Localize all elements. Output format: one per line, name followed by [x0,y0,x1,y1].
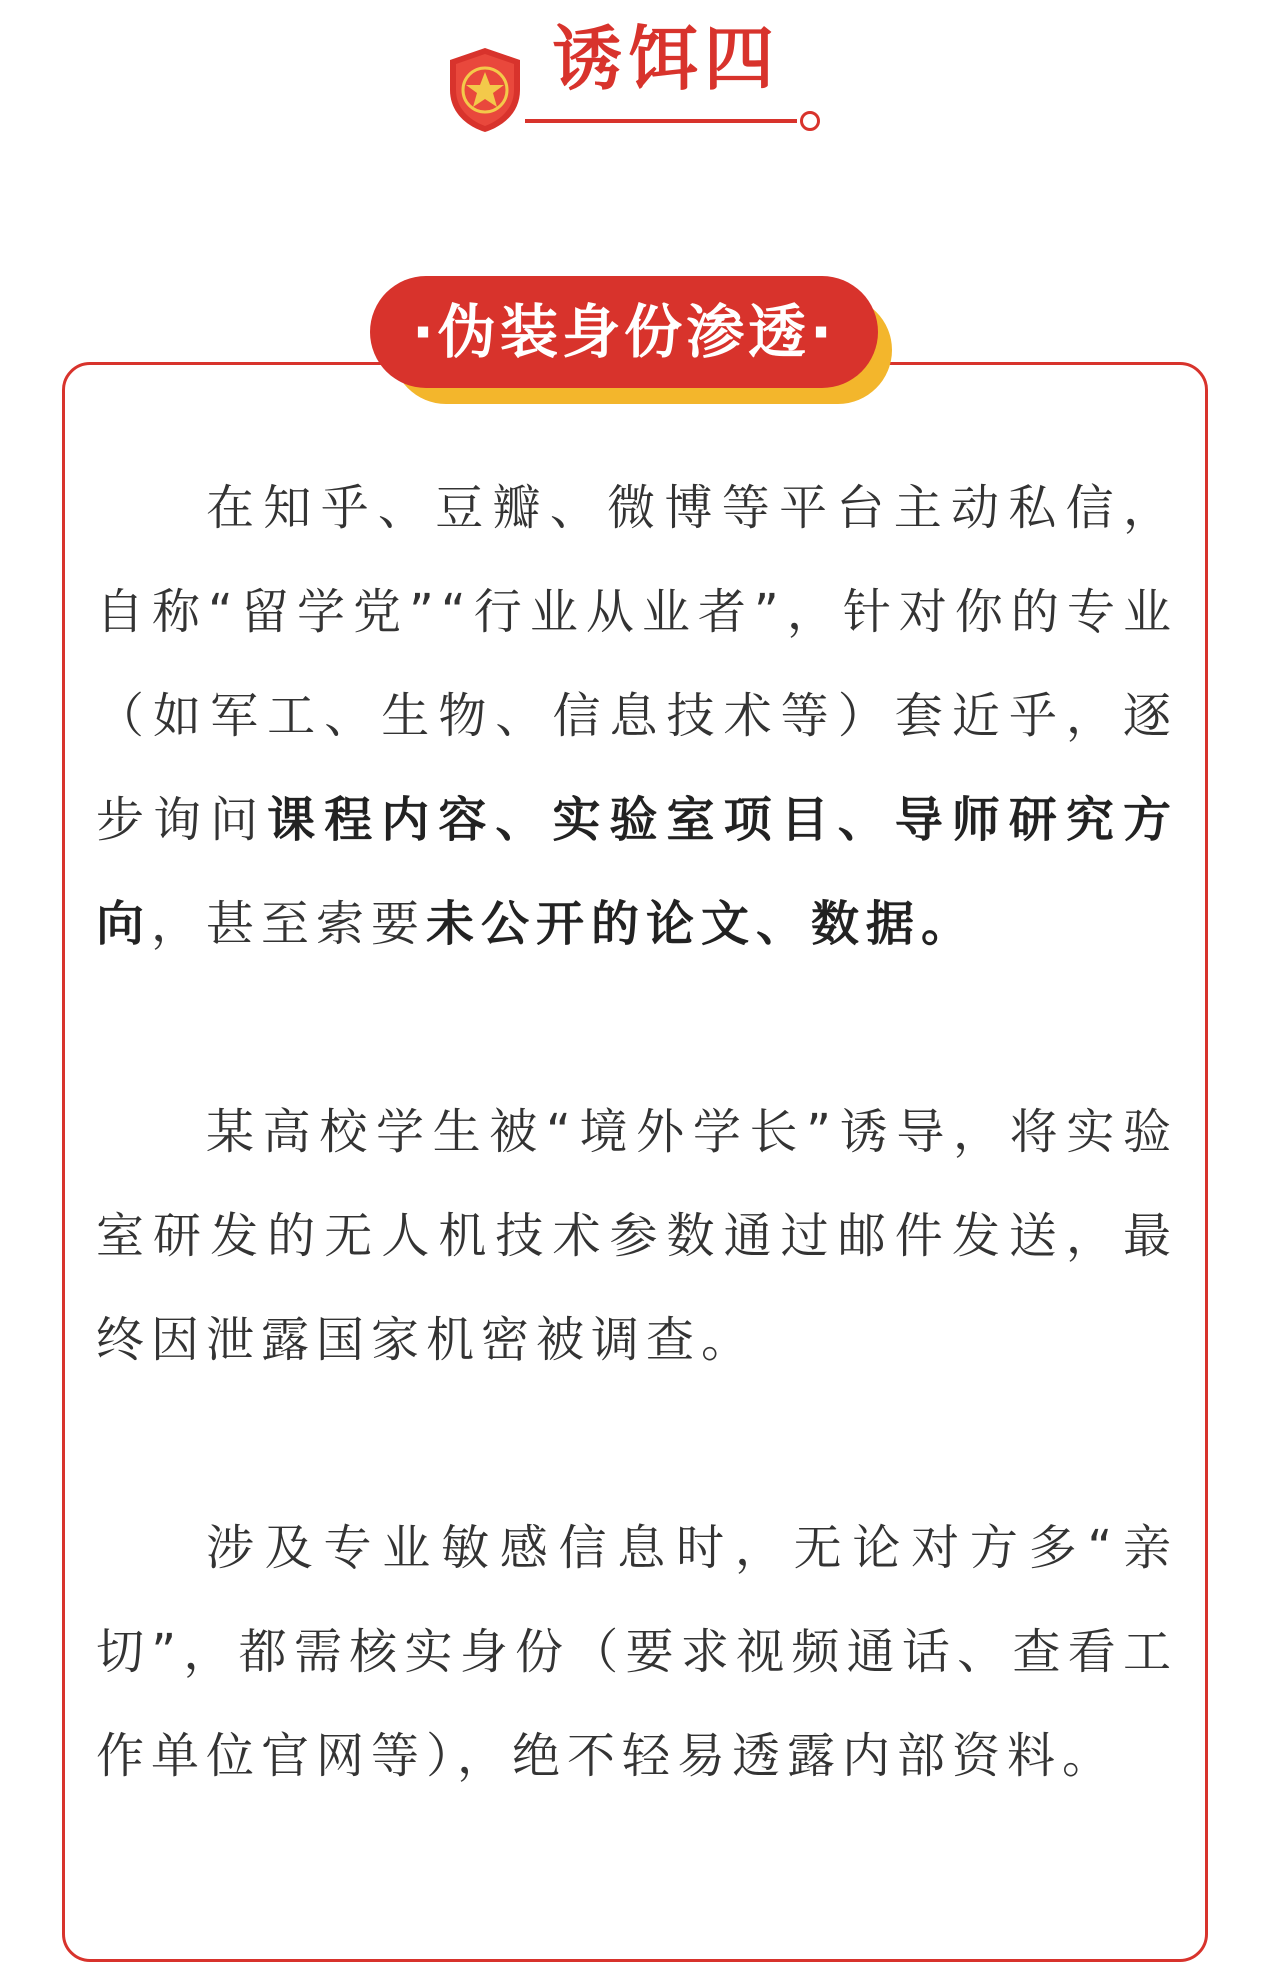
section-title-pill: ·伪装身份渗透· [370,276,878,388]
paragraph-3 [96,1496,1178,1808]
paragraph-1-text: 在知乎、豆瓣、微博等平台主动私信，自称“留学党”“行业从业者”，针对你的专业（如军工、生物、信息技术等）套近乎，逐步询问 [96,480,1178,848]
page-header [0,0,1280,160]
card-content [96,456,1178,1808]
paragraph-2-text: 某高校学生被“境外学长”诱导，将实验室研发的无人机技术参数通过邮件发送，最终因泄露国家机密被调查。 [96,1104,1178,1368]
title-underline-dot [800,111,820,131]
paragraph-2 [96,1080,1178,1392]
paragraph-1-bold-topics: 课程内容、实验室项目、导师研究方向 [96,792,1178,952]
star-shield-icon [446,46,524,134]
paragraph-1-bold-data: 未公开的论文、数据。 [426,896,977,952]
paragraph-3-text: 涉及专业敏感信息时，无论对方多“亲切”，都需核实身份（要求视频通话、查看工作单位官网等），绝不轻易透露内部资料。 [96,1520,1178,1784]
page-title: 诱饵四 [552,18,780,100]
paragraph-1-text-2: ，甚至索要 [151,896,427,952]
paragraph-1 [96,456,1178,976]
title-underline [525,119,797,123]
